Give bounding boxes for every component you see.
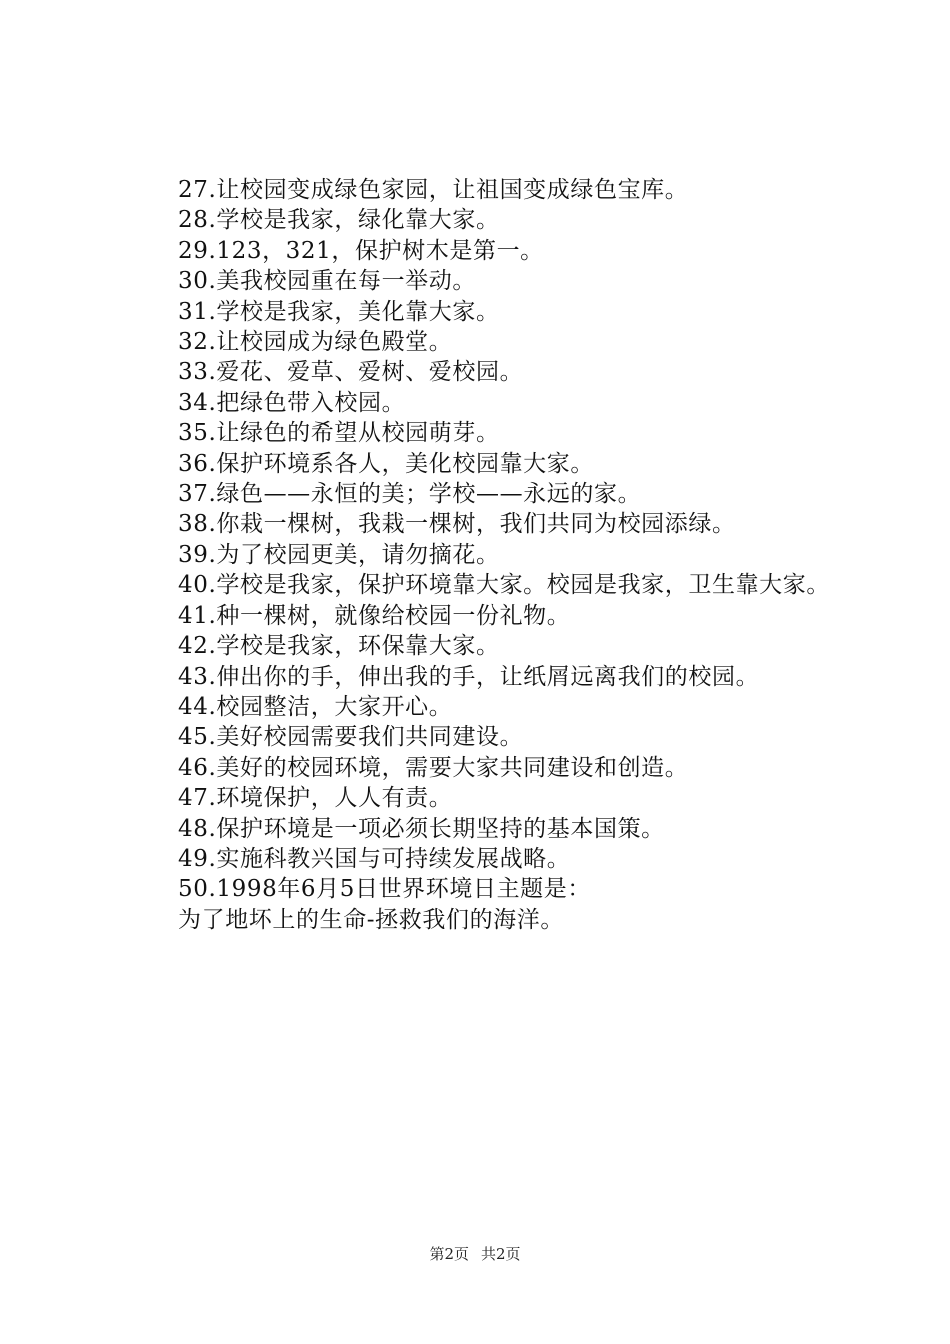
slogan-line-35: 35.让绿色的希望从校园萌芽。: [178, 420, 500, 447]
slogan-line-37: 37.绿色——永恒的美；学校——永远的家。: [178, 481, 642, 508]
document-body: [128, 175, 833, 935]
slogan-line-49: 49.实施科教兴国与可持续发展战略。: [178, 845, 571, 872]
slogan-line-39: 39.为了校园更美，请勿摘花。: [178, 541, 500, 568]
slogan-line-32: 32.让校园成为绿色殿堂。: [178, 329, 453, 356]
slogan-line-31: 31.学校是我家，美化靠大家。: [178, 298, 500, 325]
slogan-line-50-continued: 为了地坏上的生命-拯救我们的海洋。: [178, 906, 564, 933]
page-footer: [0, 1243, 950, 1264]
slogan-line-40: 40.学校是我家，保护环境靠大家。校园是我家，卫生靠大家。: [178, 572, 830, 599]
slogan-line-36: 36.保护环境系各人，美化校园靠大家。: [178, 450, 594, 477]
slogan-line-46: 46.美好的校园环境，需要大家共同建设和创造。: [178, 754, 689, 781]
slogan-line-33: 33.爱花、爱草、爱树、爱校园。: [178, 359, 524, 386]
slogan-line-27: 27.让校园变成绿色家园，让祖国变成绿色宝库。: [178, 177, 689, 203]
slogan-line-48: 48.保护环境是一项必须长期坚持的基本国策。: [178, 815, 665, 842]
page-number-total: 共2页: [481, 1245, 521, 1263]
slogan-line-44: 44.校园整洁，大家开心。: [178, 693, 453, 720]
slogan-line-34: 34.把绿色带入校园。: [178, 389, 406, 416]
slogan-line-43: 43.伸出你的手，伸出我的手，让纸屑远离我们的校园。: [178, 663, 760, 690]
slogan-line-50: 50.1998年6月5日世界环境日主题是：: [178, 876, 591, 903]
slogan-line-47: 47.环境保护，人人有责。: [178, 785, 453, 812]
slogan-line-30: 30.美我校园重在每一举动。: [178, 268, 476, 295]
slogan-line-42: 42.学校是我家，环保靠大家。: [178, 633, 500, 660]
slogan-line-45: 45.美好校园需要我们共同建设。: [178, 724, 524, 751]
slogan-line-41: 41.种一棵树，就像给校园一份礼物。: [178, 602, 571, 629]
slogan-line-38: 38.你栽一棵树，我栽一棵树，我们共同为校园添绿。: [178, 511, 736, 538]
slogan-line-29: 29.123，321，保护树木是第一。: [178, 237, 544, 264]
page-number-current: 第2页: [429, 1245, 469, 1263]
slogan-line-28: 28.学校是我家，绿化靠大家。: [178, 207, 500, 234]
